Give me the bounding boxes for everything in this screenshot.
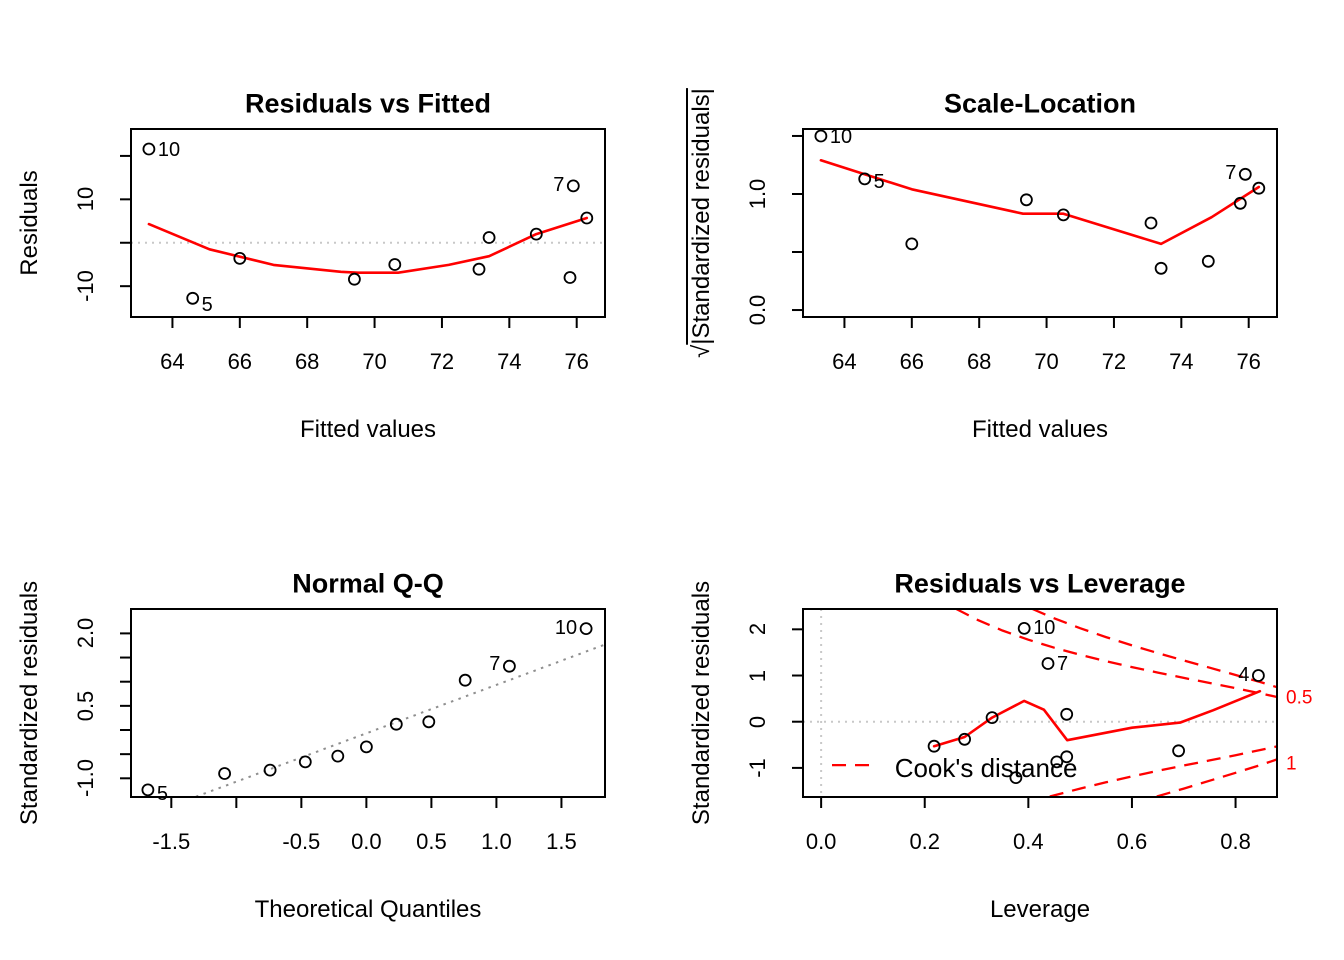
x-tick-label: 68 <box>966 349 992 374</box>
panel-title: Residuals vs Fitted <box>244 88 492 119</box>
smooth-trend-line <box>821 160 1259 244</box>
x-tick-label: 0.0 <box>351 829 382 854</box>
x-tick-label: 0.2 <box>909 829 941 854</box>
y-axis-label: Standardized residuals <box>688 580 715 826</box>
point-label-5: 5 <box>201 294 213 317</box>
point-label-10: 10 <box>157 138 181 161</box>
x-axis-label: Fitted values <box>971 416 1109 443</box>
contour-level-label: 1 <box>1286 753 1297 775</box>
y-tick-label: 0.5 <box>73 690 98 722</box>
data-point <box>300 756 311 767</box>
data-point <box>1203 256 1214 267</box>
data-point <box>568 180 579 191</box>
plot-canvas-residuals-vs-leverage <box>672 480 1344 960</box>
data-point <box>460 675 471 686</box>
point-label-10: 10 <box>554 616 578 639</box>
point-label-7: 7 <box>1057 652 1069 675</box>
plot-canvas-normal-qq <box>0 480 672 960</box>
point-label-7: 7 <box>1225 162 1237 185</box>
panel-title: Scale-Location <box>943 88 1137 119</box>
x-tick-label: 74 <box>1169 349 1194 374</box>
cooks-distance-contour-1 <box>1157 759 1277 796</box>
x-tick-label: 66 <box>227 349 253 374</box>
x-axis-label: Theoretical Quantiles <box>254 896 482 923</box>
point-label-5: 5 <box>156 782 169 805</box>
data-point <box>504 661 515 672</box>
plot-frame <box>131 609 605 797</box>
data-point <box>1146 218 1157 229</box>
y-tick-label: 10 <box>73 187 98 212</box>
data-point <box>1061 709 1072 720</box>
y-axis-label-text: |Standardized residuals| <box>688 88 715 345</box>
plot-frame <box>803 125 1277 317</box>
data-point <box>389 259 400 270</box>
data-point <box>143 144 154 155</box>
panel-title: Normal Q-Q <box>292 568 444 599</box>
panel-residuals-vs-leverage <box>672 480 1344 960</box>
y-tick-label: 2 <box>745 623 770 636</box>
x-tick-label: -1.5 <box>152 829 191 854</box>
data-point <box>265 765 276 776</box>
panel-title: Residuals vs Leverage <box>894 568 1186 599</box>
data-point <box>906 238 917 249</box>
y-tick-label: 1.0 <box>745 178 770 210</box>
point-label-10: 10 <box>1033 617 1056 640</box>
panel-residuals-vs-fitted <box>0 0 672 480</box>
y-axis-label: Residuals <box>16 170 43 276</box>
panel-normal-qq <box>0 480 672 960</box>
x-tick-label: 76 <box>1236 349 1261 374</box>
x-tick-label: 72 <box>1101 349 1127 374</box>
smooth-trend-line <box>149 218 587 273</box>
x-tick-label: 0.6 <box>1116 829 1148 854</box>
cooks-distance-contour-0.5 <box>956 609 1277 697</box>
x-tick-label: 70 <box>1034 349 1059 374</box>
point-label-7: 7 <box>489 653 501 676</box>
x-tick-label: 1.0 <box>481 829 512 854</box>
data-point <box>332 751 343 762</box>
y-tick-label: -10 <box>73 270 98 303</box>
x-tick-label: 0.0 <box>805 829 837 854</box>
x-tick-label: 76 <box>564 349 589 374</box>
y-axis-label <box>690 88 714 358</box>
plot-canvas-residuals-vs-fitted <box>0 0 672 480</box>
data-point <box>1253 670 1264 681</box>
y-tick-label: 0.0 <box>745 294 770 326</box>
data-point <box>187 293 198 304</box>
x-tick-label: 70 <box>362 349 387 374</box>
contour-level-label: 0.5 <box>1286 687 1313 709</box>
data-point <box>484 232 495 243</box>
x-tick-label: 68 <box>294 349 320 374</box>
data-point <box>349 274 360 285</box>
data-point <box>581 623 592 634</box>
data-point <box>361 741 372 752</box>
x-tick-label: 0.8 <box>1220 829 1251 854</box>
x-tick-label: 72 <box>429 349 455 374</box>
x-tick-label: -0.5 <box>282 829 321 854</box>
data-point <box>142 784 153 795</box>
point-label-10: 10 <box>829 125 853 148</box>
data-point <box>1021 194 1032 205</box>
data-point <box>1240 169 1251 180</box>
data-point <box>1173 745 1184 756</box>
data-point <box>565 272 576 283</box>
y-tick-label: 0 <box>745 715 770 728</box>
y-axis-label: Standardized residuals <box>16 580 43 826</box>
data-point <box>474 264 485 275</box>
cooks-distance-contour-0.5 <box>1050 746 1277 796</box>
plot-canvas-scale-location <box>672 0 1344 480</box>
y-tick-label: 2.0 <box>73 618 98 649</box>
data-point <box>1019 623 1030 634</box>
plot-frame <box>131 129 605 317</box>
point-label-7: 7 <box>553 173 565 196</box>
x-tick-label: 0.4 <box>1013 829 1044 854</box>
x-tick-label: 64 <box>832 349 857 374</box>
x-axis-label: Leverage <box>989 896 1091 923</box>
data-point <box>423 716 434 727</box>
data-point <box>1043 658 1054 669</box>
cooks-distance-legend-label: Cook's distance <box>894 752 1078 783</box>
data-point <box>219 768 230 779</box>
point-label-4: 4 <box>1238 663 1250 686</box>
x-tick-label: 64 <box>160 349 185 374</box>
smooth-trend-line <box>934 691 1260 746</box>
y-tick-label: -1 <box>745 758 770 778</box>
x-tick-label: 74 <box>497 349 522 374</box>
y-tick-label: -1.0 <box>73 759 98 798</box>
x-tick-label: 66 <box>899 349 925 374</box>
panel-scale-location <box>672 0 1344 480</box>
x-tick-label: 1.5 <box>546 829 577 854</box>
data-point <box>815 131 826 142</box>
x-axis-label: Fitted values <box>299 416 437 443</box>
data-point <box>1156 263 1167 274</box>
x-tick-label: 0.5 <box>416 829 447 854</box>
sqrt-symbol: √ <box>688 344 715 358</box>
y-tick-label: 1 <box>745 669 770 682</box>
point-label-5: 5 <box>873 170 885 193</box>
